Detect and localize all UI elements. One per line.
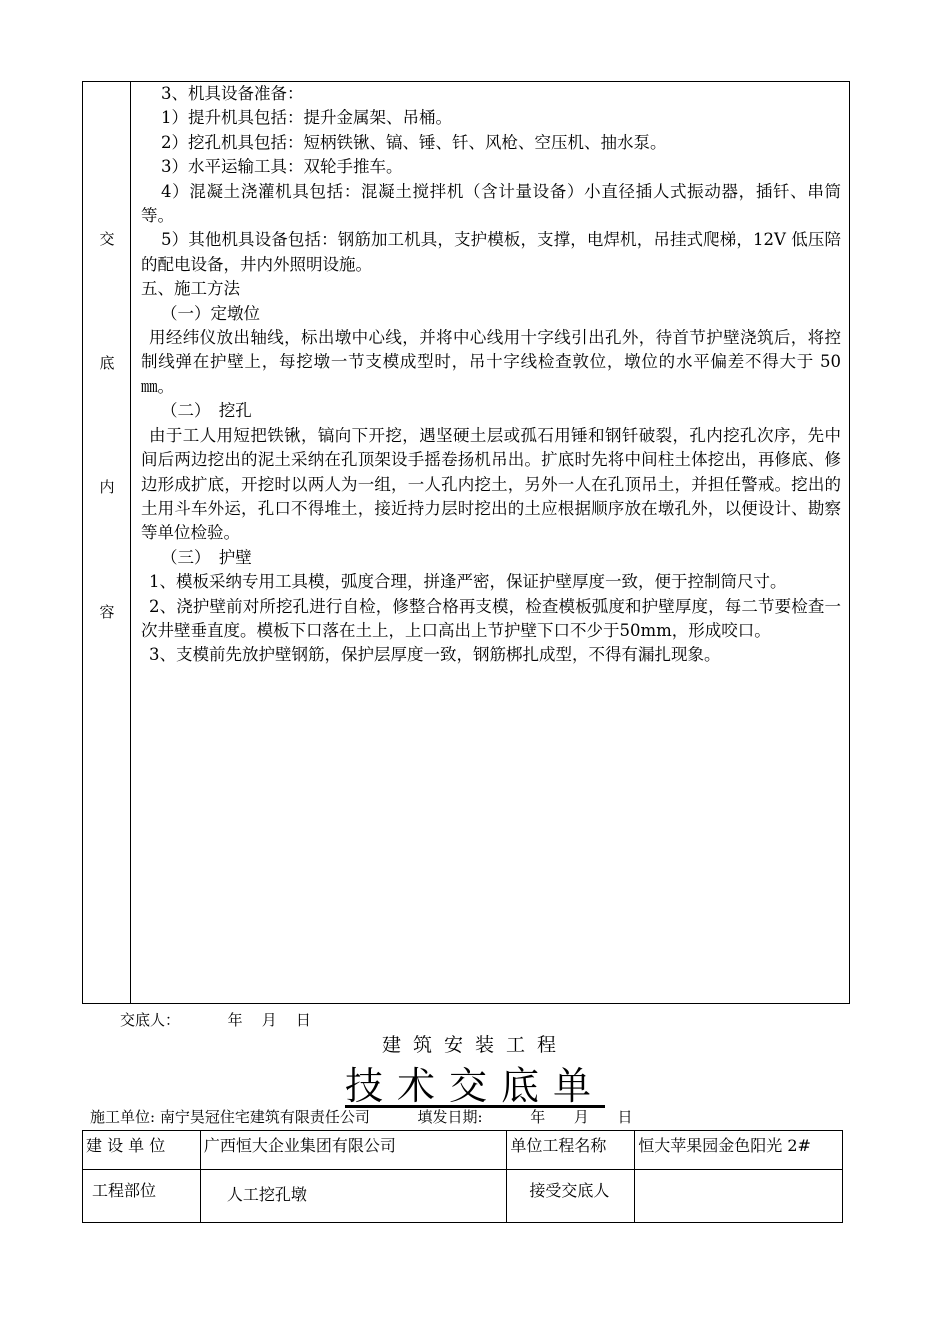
- content-paragraph: 由于工人用短把铁锹，镐向下开挖，遇坚硬土层或孤石用锤和钢钎破裂，孔内挖孔次序，先中间后两边挖出的泥土采纳在孔顶架设手摇卷扬机吊出。扩底时先将中间柱土体挖出，再修底、修边形成扩底，开挖时以两人为一组，一人孔内挖土，另外一人在孔顶吊土，并担任警戒。挖出的土用斗车外运，孔口不得堆土，接近持力层时挖出的土应根据顺序放在墩孔外，以便设计、勘察等单位检验。: [141, 425, 841, 543]
- project-part-value: 人工挖孔墩: [200, 1170, 507, 1223]
- info-table: [82, 1130, 843, 1223]
- project-name-label: 单位工程名称: [507, 1131, 635, 1170]
- side-label-column: [83, 82, 131, 1003]
- subsection-heading: （二） 挖孔: [161, 401, 252, 421]
- project-name-value: 恒大苹果园金色阳光 2#: [635, 1131, 843, 1170]
- content-paragraph: 5）其他机具设备包括：钢筋加工机具，支护模板，支撑，电焊机，吊挂式爬梯，12V 低压陪的配电设备，井内外照明设施。: [141, 230, 841, 274]
- content-paragraph: 4）混凝土浇灌机具包括：混凝土搅拌机（含计量设备）小直径插人式振动器，插钎、串筒等。: [141, 181, 841, 226]
- side-label-char: 内: [99, 478, 115, 496]
- subsection-heading: （一）定墩位: [161, 303, 260, 323]
- subsection-heading: （三） 护壁: [161, 547, 252, 567]
- content-paragraph: 2）挖孔机具包括：短柄铁锹、镐、锤、钎、风枪、空压机、抽水泵。: [161, 132, 667, 152]
- table-row: [83, 1170, 843, 1223]
- side-label-char: 交: [99, 230, 115, 248]
- content-paragraph: 3、机具设备准备：: [161, 84, 304, 103]
- content-body: [141, 82, 841, 668]
- document-subtitle: 建筑安装工程: [381, 1034, 568, 1056]
- content-paragraph: 1）提升机具包括：提升金属架、吊桶。: [161, 108, 452, 128]
- project-part-label: 工程部位: [83, 1170, 201, 1223]
- section-heading: 五、施工方法: [141, 279, 240, 299]
- content-paragraph: 1、模板采纳专用工具模，弧度合理，拼逢严密，保证护壁厚度一致，便于控制筒尺寸。: [149, 572, 787, 592]
- signer-line: 交底人： 年 月 日: [120, 1011, 311, 1029]
- construction-unit-value: 广西恒大企业集团有限公司: [200, 1131, 507, 1170]
- content-paragraph: 2、浇护壁前对所挖孔进行自检，修整合格再支模，检查模板弧度和护壁厚度，每二节要检查一次井壁垂直度。模板下口落在土上，上口高出上节护壁下口不少于50mm，形成咬口。: [141, 596, 841, 640]
- disclosure-content-box: [82, 81, 850, 1004]
- side-label-char: 容: [99, 603, 115, 621]
- document-title-text: 技术交底单: [344, 1064, 605, 1108]
- document-title: [0, 1055, 950, 1110]
- content-paragraph: 3、支模前先放护壁钢筋，保护层厚度一致，钢筋梆扎成型，不得有漏扎现象。: [149, 645, 721, 665]
- content-paragraph: 3）水平运输工具：双轮手推车。: [161, 157, 403, 177]
- side-label-char: 底: [99, 354, 115, 372]
- table-row: [83, 1131, 843, 1170]
- construction-unit-label: 建 设 单 位: [83, 1131, 201, 1170]
- recipient-label: 接受交底人: [507, 1170, 635, 1223]
- meta-line: 施工单位: 南宁昊冠住宅建筑有限责任公司 填发日期: 年 月 日: [90, 1108, 633, 1126]
- recipient-value: [635, 1170, 843, 1223]
- content-paragraph: 用经纬仪放出轴线，标出墩中心线，并将中心线用十字线引出孔外，待首节护壁浇筑后，将控制线弹在护壁上，每挖墩一节支模成型时，吊十字线检查敦位，墩位的水平偏差不得大于 50㎜。: [141, 328, 841, 396]
